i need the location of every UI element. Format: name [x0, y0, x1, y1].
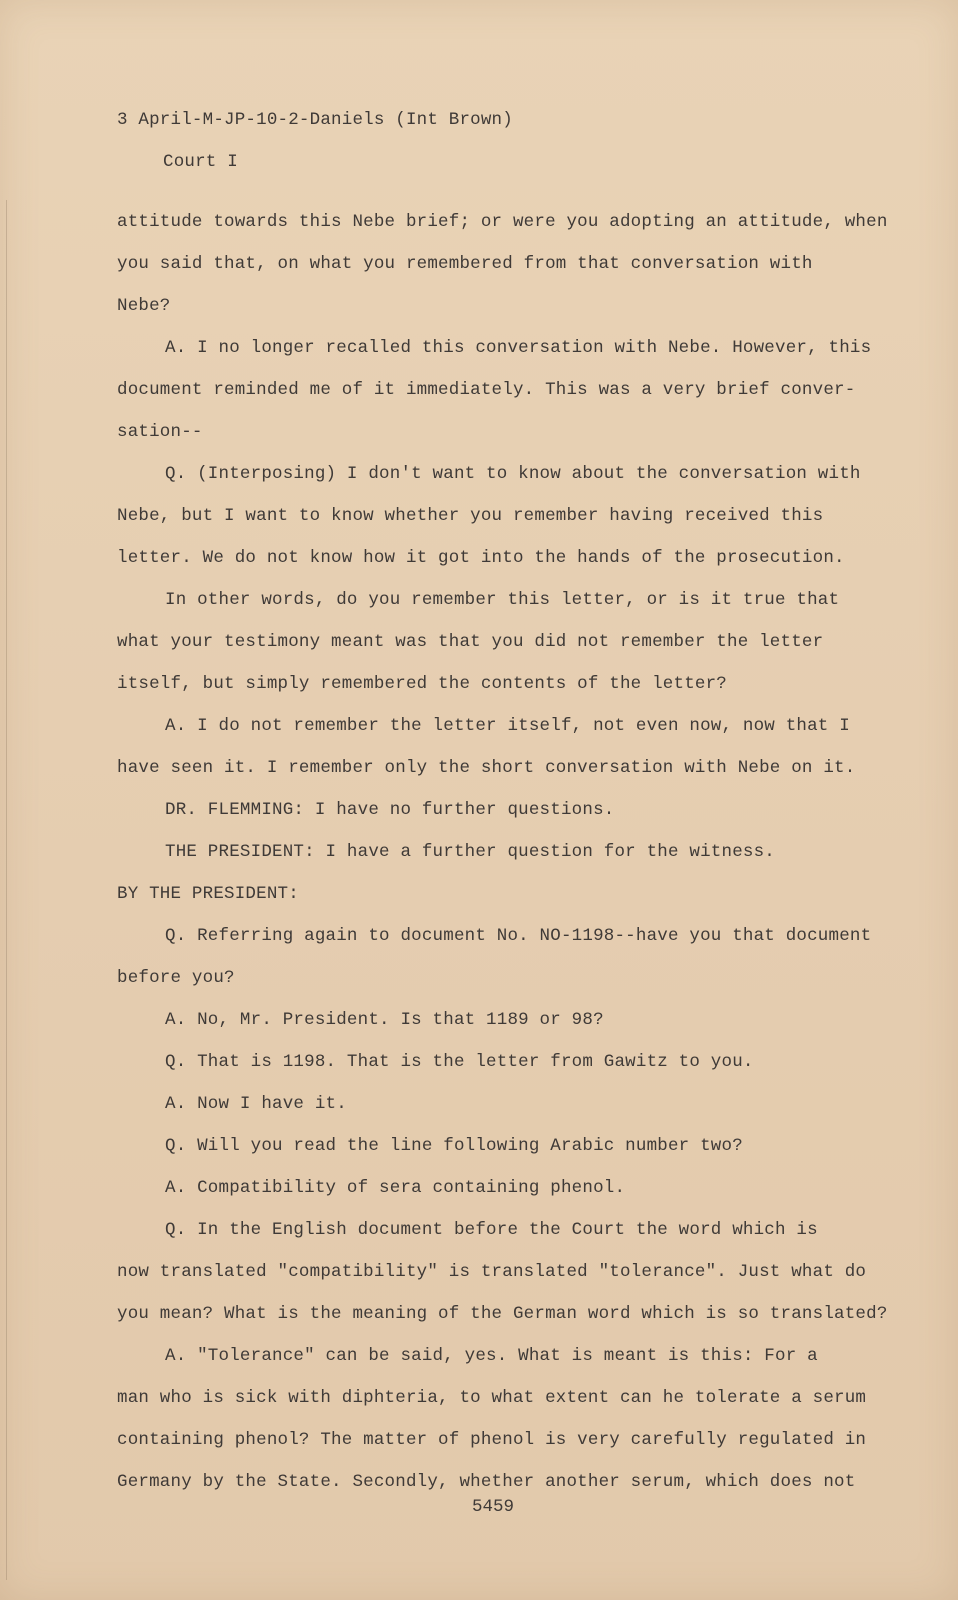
text-line: man who is sick with diphteria, to what extent can he tolerate a serum: [117, 1388, 867, 1408]
text-line: containing phenol? The matter of phenol is very carefully regulated in: [117, 1430, 867, 1450]
text-line: Nebe?: [117, 296, 171, 316]
header-court: Court I: [163, 152, 238, 172]
text-line: Q. That is 1198. That is the letter from Gawitz to you.: [165, 1052, 754, 1072]
text-line: Q. Referring again to document No. NO-1198--have you that document: [165, 926, 872, 946]
text-line: DR. FLEMMING: I have no further questions.: [165, 800, 615, 820]
page-number: 5459: [472, 1497, 515, 1517]
text-line: before you?: [117, 968, 235, 988]
text-line: In other words, do you remember this letter, or is it true that: [165, 590, 840, 610]
text-line: Q. In the English document before the Court the word which is: [165, 1220, 818, 1240]
text-line: you said that, on what you remembered from that conversation with: [117, 254, 813, 274]
text-line: A. Compatibility of sera containing phenol.: [165, 1178, 626, 1198]
text-line: A. I do not remember the letter itself, not even now, now that I: [165, 716, 850, 736]
text-line: attitude towards this Nebe brief; or were you adopting an attitude, when: [117, 212, 888, 232]
text-line: document reminded me of it immediately. This was a very brief conver-: [117, 380, 856, 400]
text-line: BY THE PRESIDENT:: [117, 884, 299, 904]
text-line: letter. We do not know how it got into the hands of the prosecution.: [117, 548, 845, 568]
torn-page-edge: [6, 200, 15, 1580]
text-line: sation--: [117, 422, 203, 442]
text-line: Nebe, but I want to know whether you remember having received this: [117, 506, 824, 526]
text-line: A. No, Mr. President. Is that 1189 or 98?: [165, 1010, 604, 1030]
text-line: Q. Will you read the line following Arabic number two?: [165, 1136, 743, 1156]
text-line: Germany by the State. Secondly, whether another serum, which does not: [117, 1472, 856, 1492]
text-line: now translated "compatibility" is translated "tolerance". Just what do: [117, 1262, 867, 1282]
text-line: A. "Tolerance" can be said, yes. What is meant is this: For a: [165, 1346, 818, 1366]
text-line: A. Now I have it.: [165, 1094, 347, 1114]
text-line: Q. (Interposing) I don't want to know about the conversation with: [165, 464, 861, 484]
text-line: what your testimony meant was that you did not remember the letter: [117, 632, 824, 652]
text-line: itself, but simply remembered the contents of the letter?: [117, 674, 727, 694]
text-line: have seen it. I remember only the short conversation with Nebe on it.: [117, 758, 856, 778]
text-line: THE PRESIDENT: I have a further question for the witness.: [165, 842, 775, 862]
header-title: 3 April-M-JP-10-2-Daniels (Int Brown): [117, 110, 513, 130]
text-line: you mean? What is the meaning of the German word which is so translated?: [117, 1304, 888, 1324]
text-line: A. I no longer recalled this conversation with Nebe. However, this: [165, 338, 872, 358]
